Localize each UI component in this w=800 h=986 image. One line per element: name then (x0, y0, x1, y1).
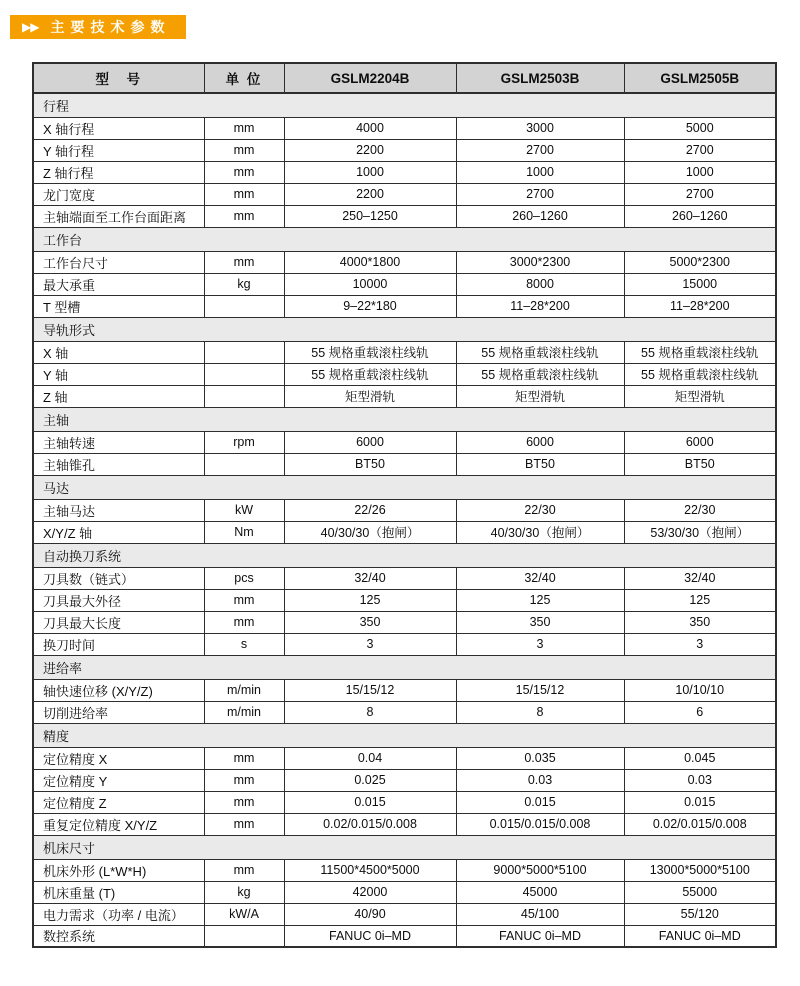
spec-unit (204, 385, 284, 407)
spec-unit: mm (204, 813, 284, 835)
spec-label: Y 轴 (33, 363, 204, 385)
section-row (33, 317, 776, 341)
spec-value: 2700 (456, 139, 624, 161)
unit-column-header: 单 位 (204, 63, 284, 93)
spec-value: 6000 (284, 431, 456, 453)
spec-value: FANUC 0i–MD (624, 925, 776, 947)
spec-label: 龙门宽度 (33, 183, 204, 205)
spec-value: BT50 (624, 453, 776, 475)
model-name-header-2: GSLM2503B (456, 63, 624, 93)
spec-value: 矩型滑轨 (284, 385, 456, 407)
spec-label: 主轴马达 (33, 499, 204, 521)
spec-row (33, 859, 776, 881)
spec-row (33, 431, 776, 453)
spec-value: 350 (284, 611, 456, 633)
spec-value: 0.015 (624, 791, 776, 813)
spec-value: 矩型滑轨 (456, 385, 624, 407)
spec-value: 10/10/10 (624, 679, 776, 701)
spec-value: 10000 (284, 273, 456, 295)
spec-value: 55 规格重载滚柱线轨 (624, 341, 776, 363)
spec-value: 55000 (624, 881, 776, 903)
spec-value: 6000 (456, 431, 624, 453)
spec-value: FANUC 0i–MD (284, 925, 456, 947)
spec-value: 350 (456, 611, 624, 633)
spec-value: 15/15/12 (284, 679, 456, 701)
spec-value: 40/90 (284, 903, 456, 925)
spec-row (33, 117, 776, 139)
spec-value: 0.03 (624, 769, 776, 791)
spec-value: 45000 (456, 881, 624, 903)
section-title: 进给率 (33, 655, 776, 679)
spec-value: 0.015/0.015/0.008 (456, 813, 624, 835)
spec-label: 重复定位精度 X/Y/Z (33, 813, 204, 835)
spec-row (33, 295, 776, 317)
spec-value: 22/30 (624, 499, 776, 521)
spec-row (33, 791, 776, 813)
spec-row (33, 589, 776, 611)
spec-row (33, 205, 776, 227)
spec-value: 11–28*200 (456, 295, 624, 317)
section-row (33, 543, 776, 567)
spec-value: 0.02/0.015/0.008 (284, 813, 456, 835)
spec-value: 0.045 (624, 747, 776, 769)
spec-row (33, 161, 776, 183)
spec-label: T 型槽 (33, 295, 204, 317)
spec-label: Z 轴 (33, 385, 204, 407)
spec-row (33, 363, 776, 385)
spec-unit: mm (204, 183, 284, 205)
spec-row (33, 183, 776, 205)
spec-value: BT50 (456, 453, 624, 475)
spec-value: 53/30/30（抱闸） (624, 521, 776, 543)
section-title: 机床尺寸 (33, 835, 776, 859)
spec-value: 9–22*180 (284, 295, 456, 317)
section-title: 精度 (33, 723, 776, 747)
spec-row (33, 701, 776, 723)
spec-value: 3 (284, 633, 456, 655)
spec-value: 1000 (624, 161, 776, 183)
spec-unit: mm (204, 611, 284, 633)
spec-row (33, 903, 776, 925)
model-name-header-3: GSLM2505B (624, 63, 776, 93)
spec-row (33, 633, 776, 655)
spec-value: 13000*5000*5100 (624, 859, 776, 881)
spec-row (33, 769, 776, 791)
spec-value: 6 (624, 701, 776, 723)
spec-row (33, 385, 776, 407)
spec-value: 0.015 (456, 791, 624, 813)
spec-unit: mm (204, 859, 284, 881)
section-banner (10, 15, 186, 39)
spec-value: 2700 (456, 183, 624, 205)
banner-title: 主要技术参数 (50, 19, 171, 35)
spec-value: 125 (624, 589, 776, 611)
spec-row (33, 925, 776, 947)
spec-label: 机床外形 (L*W*H) (33, 859, 204, 881)
spec-row (33, 881, 776, 903)
spec-value: 0.02/0.015/0.008 (624, 813, 776, 835)
spec-value: 3 (624, 633, 776, 655)
spec-unit: mm (204, 769, 284, 791)
spec-row (33, 611, 776, 633)
spec-value: 125 (456, 589, 624, 611)
spec-value: 260–1260 (456, 205, 624, 227)
spec-unit: m/min (204, 679, 284, 701)
section-title: 马达 (33, 475, 776, 499)
spec-unit: mm (204, 251, 284, 273)
spec-label: 主轴端面至工作台面距离 (33, 205, 204, 227)
spec-unit: Nm (204, 521, 284, 543)
spec-value: 0.035 (456, 747, 624, 769)
spec-value: 0.03 (456, 769, 624, 791)
spec-unit: mm (204, 747, 284, 769)
spec-value: 2200 (284, 139, 456, 161)
spec-unit: s (204, 633, 284, 655)
spec-label: 换刀时间 (33, 633, 204, 655)
spec-label: X 轴行程 (33, 117, 204, 139)
spec-label: 主轴锥孔 (33, 453, 204, 475)
spec-value: 22/26 (284, 499, 456, 521)
spec-unit: kg (204, 273, 284, 295)
section-row (33, 407, 776, 431)
spec-value: 8 (284, 701, 456, 723)
spec-label: X/Y/Z 轴 (33, 521, 204, 543)
spec-value: 42000 (284, 881, 456, 903)
spec-unit: mm (204, 139, 284, 161)
spec-label: 机床重量 (T) (33, 881, 204, 903)
spec-row (33, 499, 776, 521)
spec-value: 5000 (624, 117, 776, 139)
spec-unit: m/min (204, 701, 284, 723)
section-title: 导轨形式 (33, 317, 776, 341)
spec-value: 2700 (624, 183, 776, 205)
spec-unit: mm (204, 791, 284, 813)
spec-label: 刀具最大外径 (33, 589, 204, 611)
spec-value: 2700 (624, 139, 776, 161)
spec-label: 定位精度 Z (33, 791, 204, 813)
spec-label: 轴快速位移 (X/Y/Z) (33, 679, 204, 701)
spec-row (33, 747, 776, 769)
spec-unit: mm (204, 161, 284, 183)
spec-value: 11–28*200 (624, 295, 776, 317)
spec-value: 6000 (624, 431, 776, 453)
spec-label: 刀具最大长度 (33, 611, 204, 633)
spec-value: 22/30 (456, 499, 624, 521)
double-right-arrow-icon: ▶▶ (22, 20, 39, 34)
spec-unit: rpm (204, 431, 284, 453)
section-row (33, 655, 776, 679)
spec-value: 4000 (284, 117, 456, 139)
spec-value: FANUC 0i–MD (456, 925, 624, 947)
spec-unit (204, 341, 284, 363)
spec-row (33, 251, 776, 273)
spec-row (33, 679, 776, 701)
section-row (33, 835, 776, 859)
spec-label: 定位精度 X (33, 747, 204, 769)
spec-unit (204, 295, 284, 317)
spec-value: 55 规格重载滚柱线轨 (456, 341, 624, 363)
spec-unit: kW (204, 499, 284, 521)
spec-label: 工作台尺寸 (33, 251, 204, 273)
spec-unit (204, 925, 284, 947)
spec-value: 3000*2300 (456, 251, 624, 273)
spec-value: 125 (284, 589, 456, 611)
spec-value: 15/15/12 (456, 679, 624, 701)
spec-table-body (33, 93, 776, 947)
spec-value: 1000 (456, 161, 624, 183)
spec-label: 刀具数（链式） (33, 567, 204, 589)
spec-unit: kg (204, 881, 284, 903)
spec-value: 9000*5000*5100 (456, 859, 624, 881)
spec-value: 350 (624, 611, 776, 633)
spec-unit: mm (204, 589, 284, 611)
spec-value: 250–1250 (284, 205, 456, 227)
table-header-row (33, 63, 776, 93)
spec-label: 最大承重 (33, 273, 204, 295)
spec-value: 5000*2300 (624, 251, 776, 273)
spec-value: 3 (456, 633, 624, 655)
spec-value: 0.015 (284, 791, 456, 813)
spec-value: 55 规格重载滚柱线轨 (284, 363, 456, 385)
spec-row (33, 139, 776, 161)
spec-row (33, 813, 776, 835)
section-row (33, 723, 776, 747)
spec-value: 4000*1800 (284, 251, 456, 273)
section-title: 行程 (33, 93, 776, 117)
spec-value: 45/100 (456, 903, 624, 925)
spec-unit (204, 453, 284, 475)
spec-label: 定位精度 Y (33, 769, 204, 791)
spec-value: 3000 (456, 117, 624, 139)
section-row (33, 227, 776, 251)
spec-value: 40/30/30（抱闸） (284, 521, 456, 543)
spec-value: 55/120 (624, 903, 776, 925)
spec-value: 40/30/30（抱闸） (456, 521, 624, 543)
spec-value: 55 规格重载滚柱线轨 (284, 341, 456, 363)
spec-label: 数控系统 (33, 925, 204, 947)
spec-value: 0.04 (284, 747, 456, 769)
model-name-header-1: GSLM2204B (284, 63, 456, 93)
spec-row (33, 341, 776, 363)
section-title: 主轴 (33, 407, 776, 431)
spec-value: 0.025 (284, 769, 456, 791)
spec-unit: mm (204, 205, 284, 227)
spec-value: 2200 (284, 183, 456, 205)
spec-value: 32/40 (456, 567, 624, 589)
spec-unit: mm (204, 117, 284, 139)
spec-value: 1000 (284, 161, 456, 183)
model-column-header: 型 号 (33, 63, 204, 93)
spec-label: X 轴 (33, 341, 204, 363)
spec-value: 8000 (456, 273, 624, 295)
spec-value: 11500*4500*5000 (284, 859, 456, 881)
spec-row (33, 567, 776, 589)
spec-value: 55 规格重载滚柱线轨 (456, 363, 624, 385)
spec-label: 电力需求（功率 / 电流） (33, 903, 204, 925)
spec-label: Y 轴行程 (33, 139, 204, 161)
section-title: 自动换刀系统 (33, 543, 776, 567)
section-row (33, 93, 776, 117)
spec-value: 32/40 (624, 567, 776, 589)
spec-value: 32/40 (284, 567, 456, 589)
spec-value: 260–1260 (624, 205, 776, 227)
spec-label: 主轴转速 (33, 431, 204, 453)
spec-value: BT50 (284, 453, 456, 475)
spec-unit (204, 363, 284, 385)
spec-label: 切削进给率 (33, 701, 204, 723)
spec-unit: kW/A (204, 903, 284, 925)
section-row (33, 475, 776, 499)
spec-value: 8 (456, 701, 624, 723)
spec-value: 55 规格重载滚柱线轨 (624, 363, 776, 385)
spec-unit: pcs (204, 567, 284, 589)
spec-row (33, 273, 776, 295)
spec-value: 矩型滑轨 (624, 385, 776, 407)
spec-label: Z 轴行程 (33, 161, 204, 183)
spec-row (33, 521, 776, 543)
spec-table (32, 62, 777, 948)
spec-value: 15000 (624, 273, 776, 295)
section-title: 工作台 (33, 227, 776, 251)
spec-row (33, 453, 776, 475)
